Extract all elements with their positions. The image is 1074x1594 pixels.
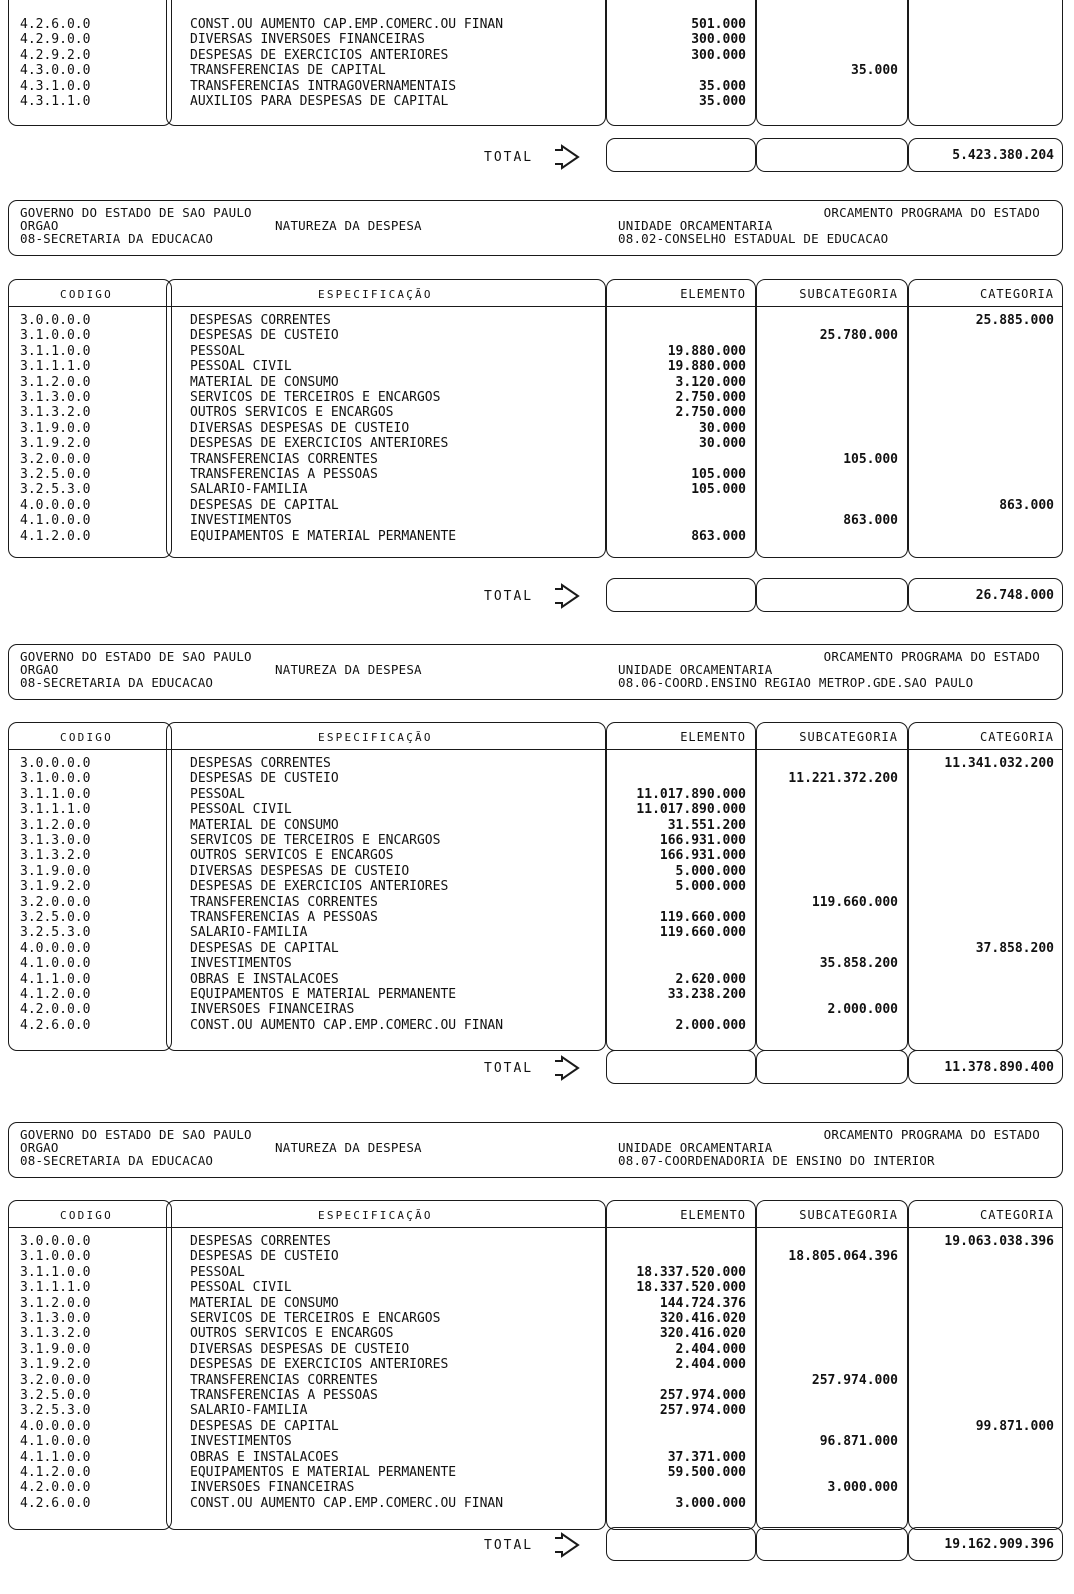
- column-header-especificacao: ESPECIFICAÇÃO: [318, 731, 433, 744]
- row-spec: TRANSFERENCIAS CORRENTES: [190, 451, 378, 467]
- column-header-codigo: CODIGO: [60, 1209, 113, 1222]
- total-elemento-box: [606, 1527, 756, 1561]
- row-subcategoria: 35.000: [851, 63, 898, 79]
- orgao-label: ORGAO: [20, 218, 59, 233]
- government-title: GOVERNO DO ESTADO DE SAO PAULO: [20, 205, 252, 220]
- unidade-value: 08.07-COORDENADORIA DE ENSINO DO INTERIOR: [618, 1153, 935, 1168]
- row-spec: TRANSFERENCIAS A PESSOAS: [190, 1388, 378, 1403]
- row-code: 3.1.1.1.0: [20, 802, 91, 818]
- row-spec: DIVERSAS DESPESAS DE CUSTEIO: [190, 863, 410, 879]
- row-code: 3.1.9.2.0: [20, 879, 91, 895]
- orgao-label: ORGAO: [20, 1140, 59, 1155]
- unidade-value: 08.06-COORD.ENSINO REGIAO METROP.GDE.SAO PAULO: [618, 675, 974, 690]
- orgao-value: 08-SECRETARIA DA EDUCACAO: [20, 1153, 214, 1168]
- row-code: 4.2.6.0.0: [20, 1017, 91, 1033]
- row-code: 3.1.0.0.0: [20, 771, 91, 787]
- row-code: 3.1.1.0.0: [20, 1264, 91, 1280]
- row-elemento: 119.660.000: [659, 910, 746, 925]
- row-spec: DESPESAS DE CAPITAL: [190, 940, 339, 956]
- row-elemento: 35.000: [699, 78, 746, 94]
- column-header-categoria: CATEGORIA: [979, 287, 1054, 301]
- row-code: 3.1.9.0.0: [20, 420, 91, 436]
- column-header-subcategoria: SUBCATEGORIA: [799, 730, 898, 744]
- row-spec: DESPESAS DE CAPITAL: [190, 1418, 339, 1434]
- total-subcategoria-box: [756, 1050, 908, 1084]
- row-spec: PESSOAL CIVIL: [190, 1280, 292, 1296]
- total-value: 11.378.890.400: [944, 1060, 1054, 1075]
- row-spec: OUTROS SERVICOS E ENCARGOS: [190, 848, 394, 864]
- row-elemento: 3.000.000: [675, 1495, 746, 1511]
- row-elemento: 31.551.200: [667, 817, 746, 833]
- row-elemento: 320.416.020: [659, 1326, 746, 1342]
- row-spec: SALARIO-FAMILIA: [190, 925, 308, 941]
- row-spec: DIVERSAS DESPESAS DE CUSTEIO: [190, 420, 410, 436]
- row-code: 3.2.5.0.0: [20, 467, 91, 482]
- arrow-right-icon: [552, 1532, 582, 1558]
- row-code: 3.1.1.1.0: [20, 1280, 91, 1296]
- column-header-divider: [9, 1227, 1062, 1228]
- row-elemento: 30.000: [699, 420, 746, 436]
- row-categoria: 863.000: [999, 497, 1054, 513]
- row-categoria: 37.858.200: [975, 940, 1054, 956]
- row-spec: TRANSFERENCIAS INTRAGOVERNAMENTAIS: [190, 78, 457, 94]
- row-code: 3.1.2.0.0: [20, 374, 91, 390]
- row-code: 3.1.1.0.0: [20, 786, 91, 802]
- row-subcategoria: 105.000: [843, 451, 898, 467]
- row-spec: CONST.OU AUMENTO CAP.EMP.COMERC.OU FINAN: [190, 1017, 504, 1033]
- row-spec: CONST.OU AUMENTO CAP.EMP.COMERC.OU FINAN: [190, 17, 504, 32]
- row-code: 3.1.3.0.0: [20, 833, 91, 848]
- column-header-elemento: ELEMENTO: [680, 730, 746, 744]
- row-spec: DESPESAS CORRENTES: [190, 756, 331, 771]
- column-header-codigo: CODIGO: [60, 288, 113, 301]
- row-spec: TRANSFERENCIAS CORRENTES: [190, 894, 378, 910]
- row-subcategoria: 257.974.000: [811, 1372, 898, 1388]
- total-value: 5.423.380.204: [952, 148, 1054, 163]
- row-spec: INVERSOES FINANCEIRAS: [190, 1480, 355, 1496]
- row-elemento: 300.000: [691, 32, 746, 48]
- budget-title: ORCAMENTO PROGRAMA DO ESTADO: [823, 649, 1040, 664]
- total-label: TOTAL: [484, 1061, 534, 1076]
- total-elemento-box: [606, 578, 756, 612]
- row-spec: DESPESAS CORRENTES: [190, 313, 331, 328]
- column-header-divider: [9, 749, 1062, 750]
- row-spec: DESPESAS DE CUSTEIO: [190, 771, 339, 787]
- government-title: GOVERNO DO ESTADO DE SAO PAULO: [20, 649, 252, 664]
- row-code: 3.2.0.0.0: [20, 451, 91, 467]
- row-spec: DESPESAS DE CUSTEIO: [190, 328, 339, 344]
- row-subcategoria: 96.871.000: [819, 1434, 898, 1450]
- row-code: 4.1.0.0.0: [20, 513, 91, 529]
- row-categoria: 99.871.000: [975, 1418, 1054, 1434]
- row-code: 4.2.0.0.0: [20, 1002, 91, 1018]
- row-elemento: 320.416.020: [659, 1311, 746, 1326]
- row-elemento: 18.337.520.000: [636, 1264, 746, 1280]
- arrow-right-icon: [552, 583, 582, 609]
- row-code: 3.1.9.0.0: [20, 1341, 91, 1357]
- row-code: 3.1.3.2.0: [20, 848, 91, 864]
- row-spec: MATERIAL DE CONSUMO: [190, 374, 339, 390]
- row-code: 4.1.1.0.0: [20, 971, 91, 987]
- row-spec: EQUIPAMENTOS E MATERIAL PERMANENTE: [190, 987, 457, 1002]
- row-code: 3.1.1.1.0: [20, 359, 91, 375]
- row-elemento: 257.974.000: [659, 1388, 746, 1403]
- row-spec: DIVERSAS DESPESAS DE CUSTEIO: [190, 1341, 410, 1357]
- row-code: 3.1.3.2.0: [20, 1326, 91, 1342]
- row-code: 4.1.0.0.0: [20, 1434, 91, 1450]
- row-spec: PESSOAL: [190, 786, 245, 802]
- row-code: 4.1.2.0.0: [20, 1465, 91, 1480]
- total-subcategoria-box: [756, 578, 908, 612]
- row-spec: TRANSFERENCIAS DE CAPITAL: [190, 63, 386, 79]
- total-elemento-box: [606, 1050, 756, 1084]
- row-spec: SALARIO-FAMILIA: [190, 482, 308, 498]
- row-spec: AUXILIOS PARA DESPESAS DE CAPITAL: [190, 94, 449, 109]
- row-code: 4.0.0.0.0: [20, 1418, 91, 1434]
- row-spec: PESSOAL CIVIL: [190, 802, 292, 818]
- total-label: TOTAL: [484, 1538, 534, 1553]
- unidade-value: 08.02-CONSELHO ESTADUAL DE EDUCACAO: [618, 231, 889, 246]
- unidade-label: UNIDADE ORCAMENTARIA: [618, 1140, 773, 1155]
- row-code: 3.1.3.0.0: [20, 390, 91, 405]
- row-spec: PESSOAL CIVIL: [190, 359, 292, 375]
- row-elemento: 11.017.890.000: [636, 802, 746, 818]
- orgao-value: 08-SECRETARIA DA EDUCACAO: [20, 231, 214, 246]
- row-elemento: 863.000: [691, 528, 746, 544]
- row-elemento: 5.000.000: [675, 879, 746, 895]
- row-spec: DESPESAS DE EXERCICIOS ANTERIORES: [190, 436, 449, 452]
- row-spec: EQUIPAMENTOS E MATERIAL PERMANENTE: [190, 1465, 457, 1480]
- row-code: 4.1.0.0.0: [20, 956, 91, 972]
- total-elemento-box: [606, 138, 756, 172]
- row-spec: DESPESAS DE EXERCICIOS ANTERIORES: [190, 1357, 449, 1373]
- total-subcategoria-box: [756, 1527, 908, 1561]
- row-elemento: 18.337.520.000: [636, 1280, 746, 1296]
- row-spec: OBRAS E INSTALACOES: [190, 971, 339, 987]
- row-elemento: 501.000: [691, 17, 746, 32]
- row-elemento: 5.000.000: [675, 863, 746, 879]
- row-categoria: 25.885.000: [975, 313, 1054, 328]
- row-code: 4.1.2.0.0: [20, 987, 91, 1002]
- categoria-column-box: [908, 1200, 1063, 1530]
- column-header-divider: [9, 306, 1062, 307]
- row-elemento: 2.750.000: [675, 405, 746, 421]
- row-code: 3.2.0.0.0: [20, 894, 91, 910]
- row-spec: PESSOAL: [190, 343, 245, 359]
- row-elemento: 166.931.000: [659, 848, 746, 864]
- row-code: 4.2.9.2.0: [20, 47, 91, 63]
- row-elemento: 3.120.000: [675, 374, 746, 390]
- column-header-elemento: ELEMENTO: [680, 1208, 746, 1222]
- row-elemento: 2.000.000: [675, 1017, 746, 1033]
- row-code: 3.0.0.0.0: [20, 313, 91, 328]
- row-spec: DIVERSAS INVERSOES FINANCEIRAS: [190, 32, 425, 48]
- row-spec: MATERIAL DE CONSUMO: [190, 1295, 339, 1311]
- row-code: 3.1.9.2.0: [20, 436, 91, 452]
- budget-title: ORCAMENTO PROGRAMA DO ESTADO: [823, 1127, 1040, 1142]
- row-elemento: 257.974.000: [659, 1403, 746, 1419]
- row-elemento: 105.000: [691, 482, 746, 498]
- row-code: 3.1.1.0.0: [20, 343, 91, 359]
- row-elemento: 37.371.000: [667, 1449, 746, 1465]
- budget-title: ORCAMENTO PROGRAMA DO ESTADO: [823, 205, 1040, 220]
- row-subcategoria: 25.780.000: [819, 328, 898, 344]
- column-header-subcategoria: SUBCATEGORIA: [799, 1208, 898, 1222]
- row-spec: DESPESAS DE CAPITAL: [190, 497, 339, 513]
- total-value: 26.748.000: [975, 588, 1054, 603]
- orgao-label: ORGAO: [20, 662, 59, 677]
- row-code: 4.1.1.0.0: [20, 1449, 91, 1465]
- arrow-right-icon: [552, 1055, 582, 1081]
- row-subcategoria: 2.000.000: [827, 1002, 898, 1018]
- row-spec: INVESTIMENTOS: [190, 513, 292, 529]
- row-elemento: 144.724.376: [659, 1295, 746, 1311]
- row-spec: PESSOAL: [190, 1264, 245, 1280]
- row-subcategoria: 18.805.064.396: [788, 1249, 898, 1265]
- row-spec: OUTROS SERVICOS E ENCARGOS: [190, 405, 394, 421]
- row-elemento: 2.620.000: [675, 971, 746, 987]
- row-elemento: 33.238.200: [667, 987, 746, 1002]
- row-spec: EQUIPAMENTOS E MATERIAL PERMANENTE: [190, 528, 457, 544]
- row-code: 3.1.9.2.0: [20, 1357, 91, 1373]
- column-header-subcategoria: SUBCATEGORIA: [799, 287, 898, 301]
- row-elemento: 35.000: [699, 94, 746, 109]
- unidade-label: UNIDADE ORCAMENTARIA: [618, 218, 773, 233]
- row-spec: TRANSFERENCIAS CORRENTES: [190, 1372, 378, 1388]
- row-code: 3.1.0.0.0: [20, 1249, 91, 1265]
- column-header-categoria: CATEGORIA: [979, 1208, 1054, 1222]
- column-header-codigo: CODIGO: [60, 731, 113, 744]
- row-spec: DESPESAS DE EXERCICIOS ANTERIORES: [190, 879, 449, 895]
- row-elemento: 2.404.000: [675, 1357, 746, 1373]
- row-elemento: 300.000: [691, 47, 746, 63]
- row-elemento: 30.000: [699, 436, 746, 452]
- row-code: 3.2.5.3.0: [20, 482, 91, 498]
- row-code: 4.0.0.0.0: [20, 940, 91, 956]
- arrow-right-icon: [552, 144, 582, 170]
- row-spec: SERVICOS DE TERCEIROS E ENCARGOS: [190, 390, 441, 405]
- row-subcategoria: 35.858.200: [819, 956, 898, 972]
- row-code: 3.0.0.0.0: [20, 1234, 91, 1249]
- row-spec: DESPESAS CORRENTES: [190, 1234, 331, 1249]
- total-label: TOTAL: [484, 589, 534, 604]
- row-code: 4.3.0.0.0: [20, 63, 91, 79]
- row-spec: INVERSOES FINANCEIRAS: [190, 1002, 355, 1018]
- column-header-especificacao: ESPECIFICAÇÃO: [318, 1209, 433, 1222]
- row-elemento: 119.660.000: [659, 925, 746, 941]
- row-categoria: 11.341.032.200: [944, 756, 1054, 771]
- row-code: 4.2.9.0.0: [20, 32, 91, 48]
- row-code: 4.0.0.0.0: [20, 497, 91, 513]
- orgao-value: 08-SECRETARIA DA EDUCACAO: [20, 675, 214, 690]
- row-spec: CONST.OU AUMENTO CAP.EMP.COMERC.OU FINAN: [190, 1495, 504, 1511]
- total-label: TOTAL: [484, 150, 534, 165]
- row-subcategoria: 3.000.000: [827, 1480, 898, 1496]
- row-code: 3.2.5.3.0: [20, 925, 91, 941]
- total-subcategoria-box: [756, 138, 908, 172]
- row-code: 3.2.5.3.0: [20, 1403, 91, 1419]
- row-code: 4.2.6.0.0: [20, 1495, 91, 1511]
- row-spec: SERVICOS DE TERCEIROS E ENCARGOS: [190, 1311, 441, 1326]
- natureza-label: NATUREZA DA DESPESA: [275, 218, 422, 233]
- row-code: 3.1.3.0.0: [20, 1311, 91, 1326]
- row-code: 4.3.1.1.0: [20, 94, 91, 109]
- row-code: 3.1.3.2.0: [20, 405, 91, 421]
- row-code: 3.2.5.0.0: [20, 910, 91, 925]
- row-spec: INVESTIMENTOS: [190, 956, 292, 972]
- natureza-label: NATUREZA DA DESPESA: [275, 662, 422, 677]
- column-header-categoria: CATEGORIA: [979, 730, 1054, 744]
- row-elemento: 19.880.000: [667, 343, 746, 359]
- row-spec: TRANSFERENCIAS A PESSOAS: [190, 910, 378, 925]
- natureza-label: NATUREZA DA DESPESA: [275, 1140, 422, 1155]
- row-code: 3.1.2.0.0: [20, 1295, 91, 1311]
- column-header-especificacao: ESPECIFICAÇÃO: [318, 288, 433, 301]
- row-categoria: 19.063.038.396: [944, 1234, 1054, 1249]
- total-value: 19.162.909.396: [944, 1537, 1054, 1552]
- row-spec: OBRAS E INSTALACOES: [190, 1449, 339, 1465]
- row-code: 3.1.9.0.0: [20, 863, 91, 879]
- row-code: 4.2.0.0.0: [20, 1480, 91, 1496]
- row-code: 4.2.6.0.0: [20, 17, 91, 32]
- row-subcategoria: 863.000: [843, 513, 898, 529]
- row-code: 4.3.1.0.0: [20, 78, 91, 94]
- row-elemento: 105.000: [691, 467, 746, 482]
- row-spec: DESPESAS DE EXERCICIOS ANTERIORES: [190, 47, 449, 63]
- row-code: 3.1.0.0.0: [20, 328, 91, 344]
- row-elemento: 59.500.000: [667, 1465, 746, 1480]
- row-spec: SALARIO-FAMILIA: [190, 1403, 308, 1419]
- row-subcategoria: 119.660.000: [811, 894, 898, 910]
- row-elemento: 2.404.000: [675, 1341, 746, 1357]
- unidade-label: UNIDADE ORCAMENTARIA: [618, 662, 773, 677]
- row-spec: SERVICOS DE TERCEIROS E ENCARGOS: [190, 833, 441, 848]
- row-subcategoria: 11.221.372.200: [788, 771, 898, 787]
- row-elemento: 166.931.000: [659, 833, 746, 848]
- row-spec: TRANSFERENCIAS A PESSOAS: [190, 467, 378, 482]
- row-spec: DESPESAS DE CUSTEIO: [190, 1249, 339, 1265]
- row-spec: MATERIAL DE CONSUMO: [190, 817, 339, 833]
- row-code: 3.2.5.0.0: [20, 1388, 91, 1403]
- row-spec: OUTROS SERVICOS E ENCARGOS: [190, 1326, 394, 1342]
- government-title: GOVERNO DO ESTADO DE SAO PAULO: [20, 1127, 252, 1142]
- row-code: 4.1.2.0.0: [20, 528, 91, 544]
- row-spec: INVESTIMENTOS: [190, 1434, 292, 1450]
- categoria-column-box: [908, 0, 1063, 126]
- row-elemento: 2.750.000: [675, 390, 746, 405]
- row-elemento: 11.017.890.000: [636, 786, 746, 802]
- row-code: 3.1.2.0.0: [20, 817, 91, 833]
- column-header-elemento: ELEMENTO: [680, 287, 746, 301]
- row-code: 3.2.0.0.0: [20, 1372, 91, 1388]
- row-elemento: 19.880.000: [667, 359, 746, 375]
- row-code: 3.0.0.0.0: [20, 756, 91, 771]
